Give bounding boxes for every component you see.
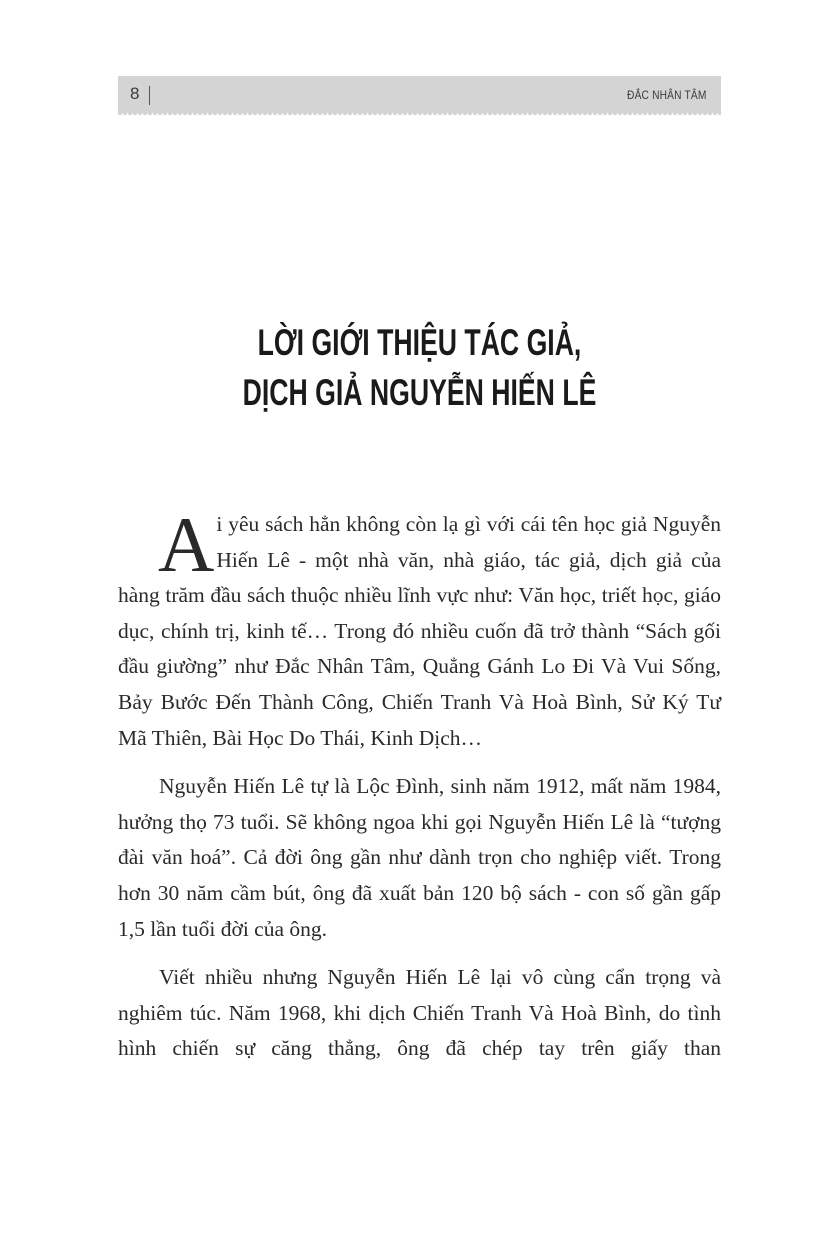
chapter-title-line-1: LỜI GIỚI THIỆU TÁC GIẢ, [257,322,582,363]
body-text [118,501,721,1080]
chapter-title-line-2: DỊCH GIẢ NGUYỄN HIẾN LÊ [242,372,597,413]
header-scalloped-edge [118,113,721,118]
paragraph-3: Viết nhiều nhưng Nguyễn Hiến Lê lại vô cùng cẩn trọng và nghiêm túc. Năm 1968, khi dịch Chiến Tranh Và Hoà Bình, do tình hình chiến sự căng thẳng, ông đã chép tay trên giấy than [118,965,721,1061]
paragraph-1 [118,501,721,756]
paragraph-1-text: i yêu sách hẳn không còn lạ gì với cái tên học giả Nguyễn Hiến Lê - một nhà văn, nhà giáo, tác giả, dịch giả của hàng trăm đầu sách thuộc nhiều lĩnh vực như: Văn học, triết học, giáo dục, chính trị, kinh tế… Trong đó nhiều cuốn đã trở thành “Sách gối đầu giường” như Đắc Nhân Tâm, Quẳng Gánh Lo Đi Và Vui Sống, Bảy Bước Đến Thành Công, Chiến Tranh Và Hoà Bình, Sử Ký Tư Mã Thiên, Bài Học Do Thái, Kinh Dịch… [118,512,721,750]
paragraph-2: Nguyễn Hiến Lê tự là Lộc Đình, sinh năm 1912, mất năm 1984, hưởng thọ 73 tuổi. Sẽ không ngoa khi gọi Nguyễn Hiến Lê là “tượng đài văn hoá”. Cả đời ông gần như dành trọn cho nghiệp viết. Trong hơn 30 năm cầm bút, ông đã xuất bản 120 bộ sách - con số gần gấp 1,5 lần tuổi đời của ông. [118,774,721,941]
header-separator [149,86,150,105]
running-header [118,76,721,113]
drop-cap: A [158,501,215,588]
chapter-title [118,318,721,418]
running-title: ĐẮC NHÂN TÂM [627,88,707,102]
page-number: 8 [130,84,140,103]
